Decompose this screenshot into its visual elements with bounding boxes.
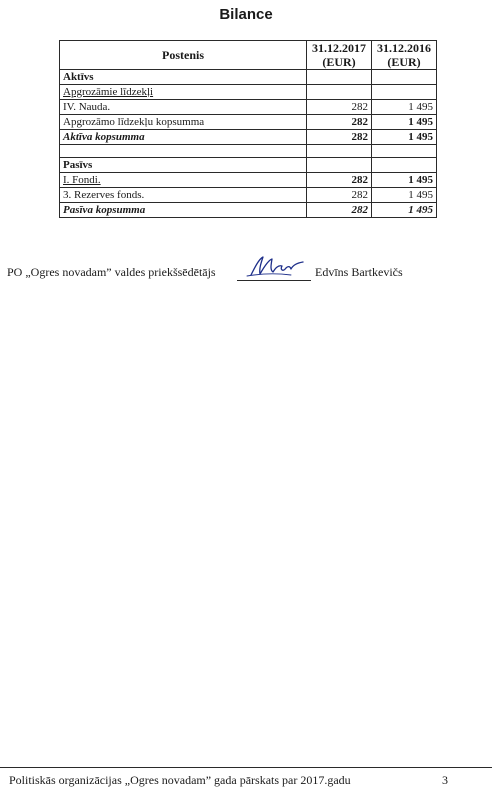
page-number: 3 bbox=[442, 773, 448, 787]
header-2016 bbox=[372, 41, 437, 70]
row-value-2017 bbox=[307, 158, 372, 173]
header-item: Postenis bbox=[60, 41, 307, 70]
table-row bbox=[60, 130, 437, 145]
row-value-2016: 1 495 bbox=[372, 203, 437, 218]
table-row bbox=[60, 70, 437, 85]
row-label: 3. Rezerves fonds. bbox=[60, 188, 307, 203]
row-label: Pasīvs bbox=[60, 158, 307, 173]
row-value-2016 bbox=[372, 70, 437, 85]
row-value-2017: 282 bbox=[307, 130, 372, 145]
row-value-2016: 1 495 bbox=[372, 115, 437, 130]
row-label: Apgrozāmo līdzekļu kopsumma bbox=[60, 115, 307, 130]
signature-role: PO „Ogres novadam” valdes priekšsēdētājs bbox=[7, 265, 216, 279]
row-value-2016: 1 495 bbox=[372, 100, 437, 115]
header-2017-date: 31.12.2017 bbox=[312, 41, 366, 55]
table-row-empty bbox=[60, 145, 437, 158]
row-value-2016: 1 495 bbox=[372, 188, 437, 203]
balance-table bbox=[59, 40, 437, 218]
row-value-2017 bbox=[307, 85, 372, 100]
header-2016-unit: (EUR) bbox=[387, 55, 421, 69]
row-value-2017: 282 bbox=[307, 188, 372, 203]
row-label: Aktīvs bbox=[60, 70, 307, 85]
footer-text: Politiskās organizācijas „Ogres novadam” gada pārskats par 2017.gadu bbox=[9, 773, 351, 787]
row-value-2017: 282 bbox=[307, 173, 372, 188]
table-row bbox=[60, 158, 437, 173]
row-label: IV. Nauda. bbox=[60, 100, 307, 115]
row-value-2017 bbox=[307, 145, 372, 158]
row-label: Apgrozāmie līdzekļi bbox=[60, 85, 307, 100]
signatory-name: Edvīns Bartkevičs bbox=[315, 265, 403, 279]
header-2017 bbox=[307, 41, 372, 70]
row-value-2017 bbox=[307, 70, 372, 85]
row-value-2016 bbox=[372, 145, 437, 158]
row-value-2016 bbox=[372, 85, 437, 100]
handwritten-signature-icon bbox=[245, 253, 311, 279]
row-value-2017: 282 bbox=[307, 100, 372, 115]
table-row bbox=[60, 173, 437, 188]
footer-divider bbox=[0, 767, 492, 768]
table-row bbox=[60, 85, 437, 100]
document-title: Bilance bbox=[219, 6, 273, 23]
row-label: Aktīva kopsumma bbox=[60, 130, 307, 145]
row-value-2016: 1 495 bbox=[372, 130, 437, 145]
header-2017-unit: (EUR) bbox=[322, 55, 356, 69]
table-row bbox=[60, 188, 437, 203]
row-value-2017: 282 bbox=[307, 115, 372, 130]
table-row bbox=[60, 100, 437, 115]
row-label: I. Fondi. bbox=[60, 173, 307, 188]
table-row bbox=[60, 203, 437, 218]
table-header-row bbox=[60, 41, 437, 70]
row-value-2016 bbox=[372, 158, 437, 173]
table-row bbox=[60, 115, 437, 130]
row-label bbox=[60, 145, 307, 158]
signature-rule bbox=[237, 280, 311, 281]
header-2016-date: 31.12.2016 bbox=[377, 41, 431, 55]
row-value-2017: 282 bbox=[307, 203, 372, 218]
row-label: Pasīva kopsumma bbox=[60, 203, 307, 218]
row-value-2016: 1 495 bbox=[372, 173, 437, 188]
